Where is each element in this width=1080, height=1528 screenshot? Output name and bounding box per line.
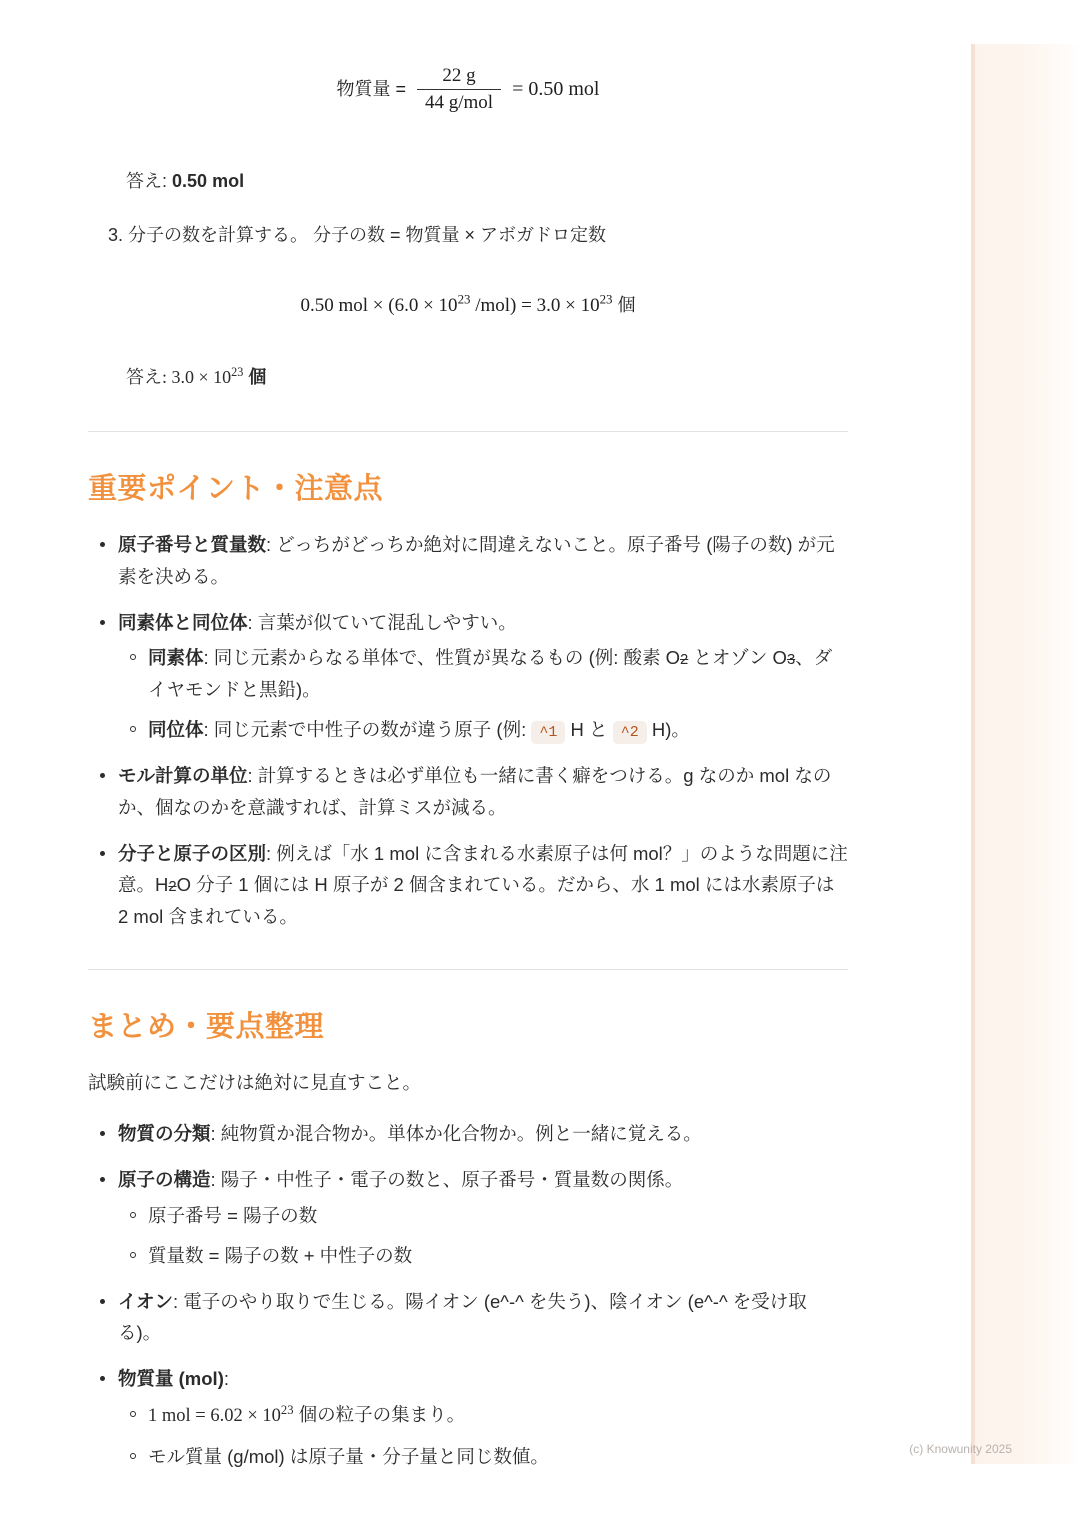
sub-list — [118, 642, 848, 745]
list-item — [88, 1286, 848, 1350]
item-text: : どっちがどっちか絶対に間違えないこと。原子番号 (陽子の数) が元素を決める。 — [118, 534, 835, 587]
section-divider-1 — [88, 431, 848, 432]
sub-item-text-a: : 同じ元素で中性子の数が違う原子 (例: — [203, 719, 532, 741]
summary-intro: 試験前にここだけは絶対に見直すこと。 — [88, 1071, 422, 1093]
sub-item-lead: 同位体 — [148, 719, 204, 741]
section-title-key-points: 重要ポイント・注意点 — [88, 473, 384, 505]
step-3: 3. 分子の数を計算する。 分子の数 = 物質量 × アボガドロ定数 — [108, 225, 607, 245]
item-lead: モル計算の単位 — [118, 764, 248, 786]
item-text: : 陽子・中性子・電子の数と、原子番号・質量数の関係。 — [210, 1169, 684, 1191]
isotope-code-2: ^2 — [613, 721, 647, 744]
subscript-2: 2 — [680, 652, 689, 669]
sub-item-text-b: とオゾン O — [688, 647, 787, 669]
sub-list — [118, 1200, 848, 1272]
sub-item-text-a: モル質量 (g/mol) は原子量・分子量と同じ数値。 — [148, 1445, 549, 1467]
list-item — [88, 529, 848, 593]
item-text: : 純物質か混合物か。単体か化合物か。例と一緒に覚える。 — [210, 1123, 702, 1145]
section-title-summary: まとめ・要点整理 — [88, 1010, 325, 1043]
fraction — [417, 65, 501, 114]
answer-2-exp: 23 — [231, 365, 244, 379]
formula2-exp2: 23 — [599, 291, 613, 307]
sub-item-text-b: 個の粒子の集まり。 — [293, 1404, 466, 1426]
item-lead: 物質量 (mol) — [118, 1368, 224, 1390]
item-lead: 物質の分類 — [118, 1123, 211, 1145]
summary-list — [88, 1118, 848, 1472]
list-item — [88, 760, 848, 824]
list-item — [88, 1164, 848, 1271]
answer-2 — [126, 363, 848, 389]
sub-list-item — [118, 714, 848, 746]
formula2-part1: 0.50 mol × (6.0 × 10 — [300, 295, 458, 316]
formula2-part2: /mol) = 3.0 × 10 — [470, 295, 600, 316]
formula-result: = 0.50 mol — [512, 78, 600, 101]
fraction-numerator: 22 g — [442, 65, 476, 86]
sub-item-text-b: H と — [565, 719, 613, 741]
item-text: : 電子のやり取りで生じる。陽イオン (e^-^ を失う)、陰イオン (e^-^ を受け取る)。 — [118, 1290, 807, 1344]
item-text-b: O 分子 1 個には H 原子が 2 個含まれている。だから、水 1 mol には水素原子は 2 mol 含まれている。 — [118, 874, 835, 928]
item-text: : 言葉が似ていて混乱しやすい。 — [247, 611, 517, 633]
sub-list-item — [118, 642, 848, 706]
answer-2-prefix: 答え: 3.0 × 10 — [126, 367, 232, 387]
item-text: : 計算するときは必ず単位も一緒に書く癖をつける。g なのか mol なのか、個なのかを意識すれば、計算ミスが減る。 — [118, 764, 832, 818]
formula2-part3: 個 — [612, 295, 636, 315]
list-item — [88, 1118, 848, 1150]
answer-1-prefix: 答え: — [126, 171, 168, 191]
list-item — [88, 1363, 848, 1472]
answer-1 — [126, 167, 848, 193]
formula-label: 物質量 = — [336, 79, 406, 100]
sub-item-text-c: H)。 — [646, 719, 690, 741]
subscript-2: 2 — [168, 879, 177, 896]
list-item — [88, 838, 848, 933]
sub-item-exp: 23 — [280, 1402, 294, 1417]
sub-list-item: 質量数 = 陽子の数 + 中性子の数 — [118, 1240, 848, 1272]
item-lead: 同素体と同位体 — [118, 611, 248, 633]
item-lead: 原子番号と質量数 — [118, 534, 267, 555]
formula-molecule-count — [88, 291, 848, 317]
item-lead: 原子の構造 — [118, 1169, 211, 1191]
subscript-3: 3 — [786, 652, 796, 669]
sub-item-text-c: 、ダイヤモンドと黒鉛)。 — [148, 647, 833, 701]
key-points-list — [88, 529, 848, 933]
item-text: : — [223, 1368, 229, 1390]
section-divider-2 — [88, 969, 848, 970]
sub-list-item — [118, 1441, 848, 1473]
sub-item-lead: 同素体 — [148, 647, 204, 669]
sub-list — [118, 1399, 848, 1473]
isotope-code-1: ^1 — [531, 721, 565, 744]
sub-item-text-a: : 同じ元素からなる単体で、性質が異なるもの (例: 酸素 O — [203, 647, 681, 669]
answer-2-suffix: 個 — [248, 367, 267, 387]
sub-item-text-a: 1 mol = 6.02 × 10 — [148, 1406, 281, 1427]
item-lead: イオン — [118, 1290, 173, 1312]
item-text-a: : 例えば「水 1 mol に含まれる水素原子は何 mol？」のような問題に注意。H — [118, 842, 848, 896]
list-item — [88, 607, 848, 746]
fraction-denominator: 44 g/mol — [417, 89, 501, 114]
sub-list-item: 原子番号 = 陽子の数 — [118, 1200, 848, 1232]
answer-1-value: 0.50 mol — [172, 171, 245, 191]
page-margin-edge — [971, 44, 975, 1464]
copyright-footer: (c) Knowunity 2025 — [909, 1442, 1012, 1456]
sub-list-item — [118, 1399, 848, 1433]
item-lead: 分子と原子の区別 — [118, 842, 267, 864]
formula-mole-amount — [88, 66, 848, 115]
formula2-exp1: 23 — [457, 291, 471, 307]
document-content — [88, 0, 848, 1487]
page-margin-strip — [972, 44, 1080, 1464]
